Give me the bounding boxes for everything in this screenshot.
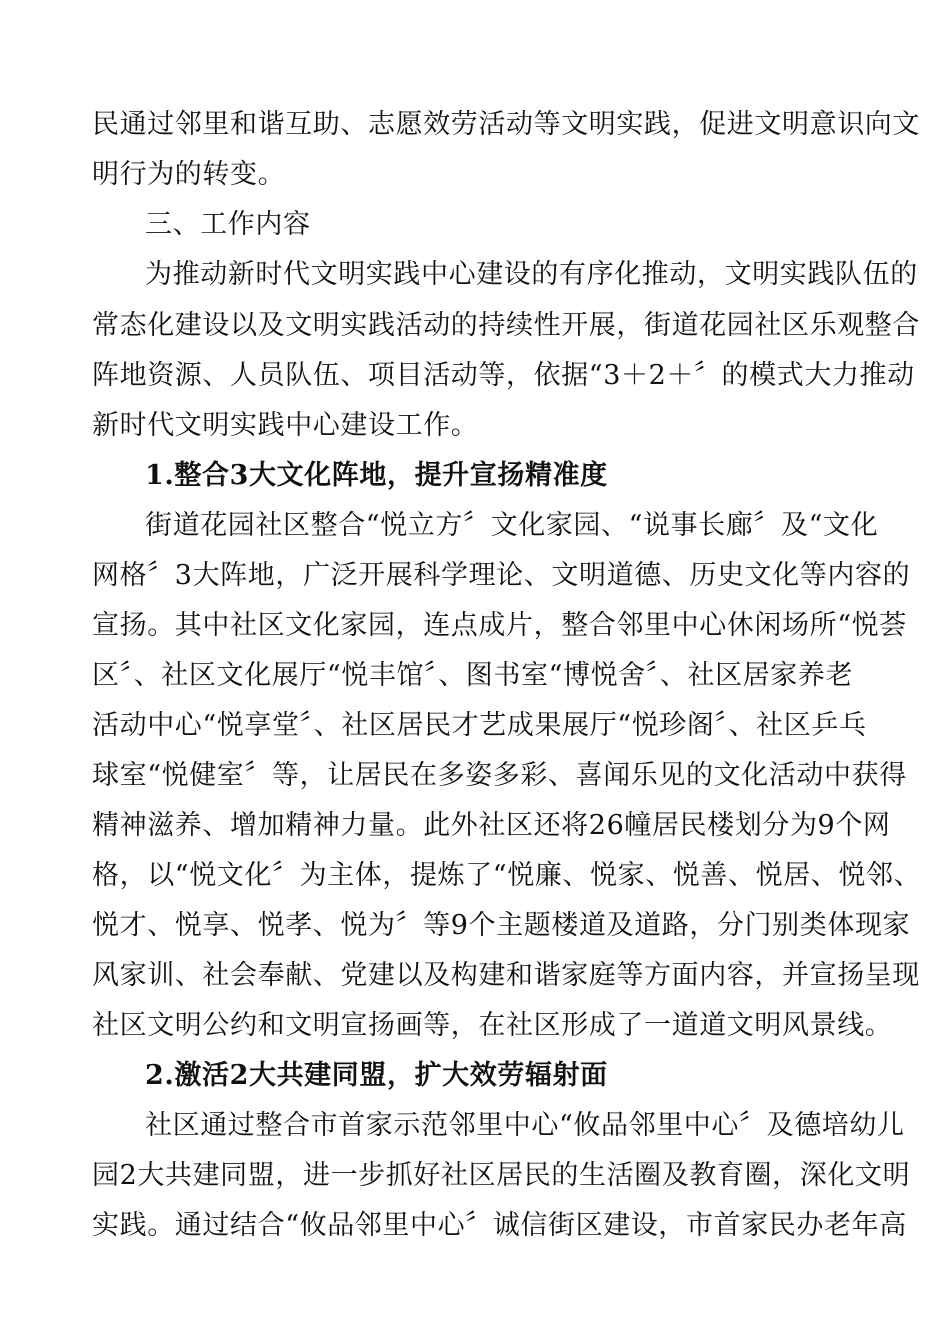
paragraph-line: 格，以“悦文化〞为主体，提炼了“悦廉、悦家、悦善、悦居、悦邻、: [92, 860, 922, 891]
paragraph-line: 阵地资源、人员队伍、项目活动等，依据“3＋2＋〞的模式大力推动: [92, 360, 915, 391]
paragraph-line: 精神滋养、增加精神力量。此外社区还将26幢居民楼划分为9个网: [92, 810, 891, 841]
paragraph-line: 常态化建设以及文明实践活动的持续性开展，街道花园社区乐观整合: [92, 310, 920, 341]
paragraph-line: 悦才、悦享、悦孝、悦为〞等9个主题楼道及道路，分门别类体现家: [92, 910, 911, 941]
paragraph-line: 明行为的转变。: [92, 159, 286, 190]
paragraph-line: 社区文明公约和文明宣扬画等，在社区形成了一道道文明风景线。: [92, 1010, 893, 1041]
paragraph-line: 区〞、社区文化展厅“悦丰馆〞、图书室“博悦舍〞、社区居家养老: [92, 660, 854, 691]
paragraph-line: 风家训、社会奉献、党建以及构建和谐家庭等方面内容，并宣扬呈现: [92, 960, 920, 991]
subsection-heading: 2.激活2大共建同盟，扩大效劳辐射面: [145, 1060, 608, 1091]
paragraph-line: 街道花园社区整合“悦立方〞文化家园、“说事长廊〞及“文化: [145, 510, 879, 541]
subsection-heading: 1.整合3大文化阵地，提升宣扬精准度: [145, 460, 608, 491]
paragraph-line: 社区通过整合市首家示范邻里中心“攸品邻里中心〞及德培幼儿: [145, 1110, 905, 1141]
paragraph-line: 球室“悦健室〞等，让居民在多姿多彩、喜闻乐见的文化活动中获得: [92, 760, 907, 791]
paragraph-line: 实践。通过结合“攸品邻里中心〞诚信街区建设，市首家民办老年高: [92, 1210, 907, 1241]
section-heading: 三、工作内容: [145, 209, 311, 240]
paragraph-line: 网格〞3大阵地，广泛开展科学理论、文明道德、历史文化等内容的: [92, 560, 911, 591]
paragraph-line: 新时代文明实践中心建设工作。: [92, 410, 479, 441]
paragraph-line: 为推动新时代文明实践中心建设的有序化推动，文明实践队伍的: [145, 259, 918, 290]
paragraph-line: 民通过邻里和谐互助、志愿效劳活动等文明实践，促进文明意识向文: [92, 109, 920, 140]
paragraph-line: 活动中心“悦享堂〞、社区居民才艺成果展厅“悦珍阁〞、社区乒乓: [92, 710, 867, 741]
paragraph-line: 园2大共建同盟，进一步抓好社区居民的生活圈及教育圈，深化文明: [92, 1160, 911, 1191]
paragraph-line: 宣扬。其中社区文化家园，连点成片，整合邻里中心休闲场所“悦荟: [92, 610, 907, 641]
